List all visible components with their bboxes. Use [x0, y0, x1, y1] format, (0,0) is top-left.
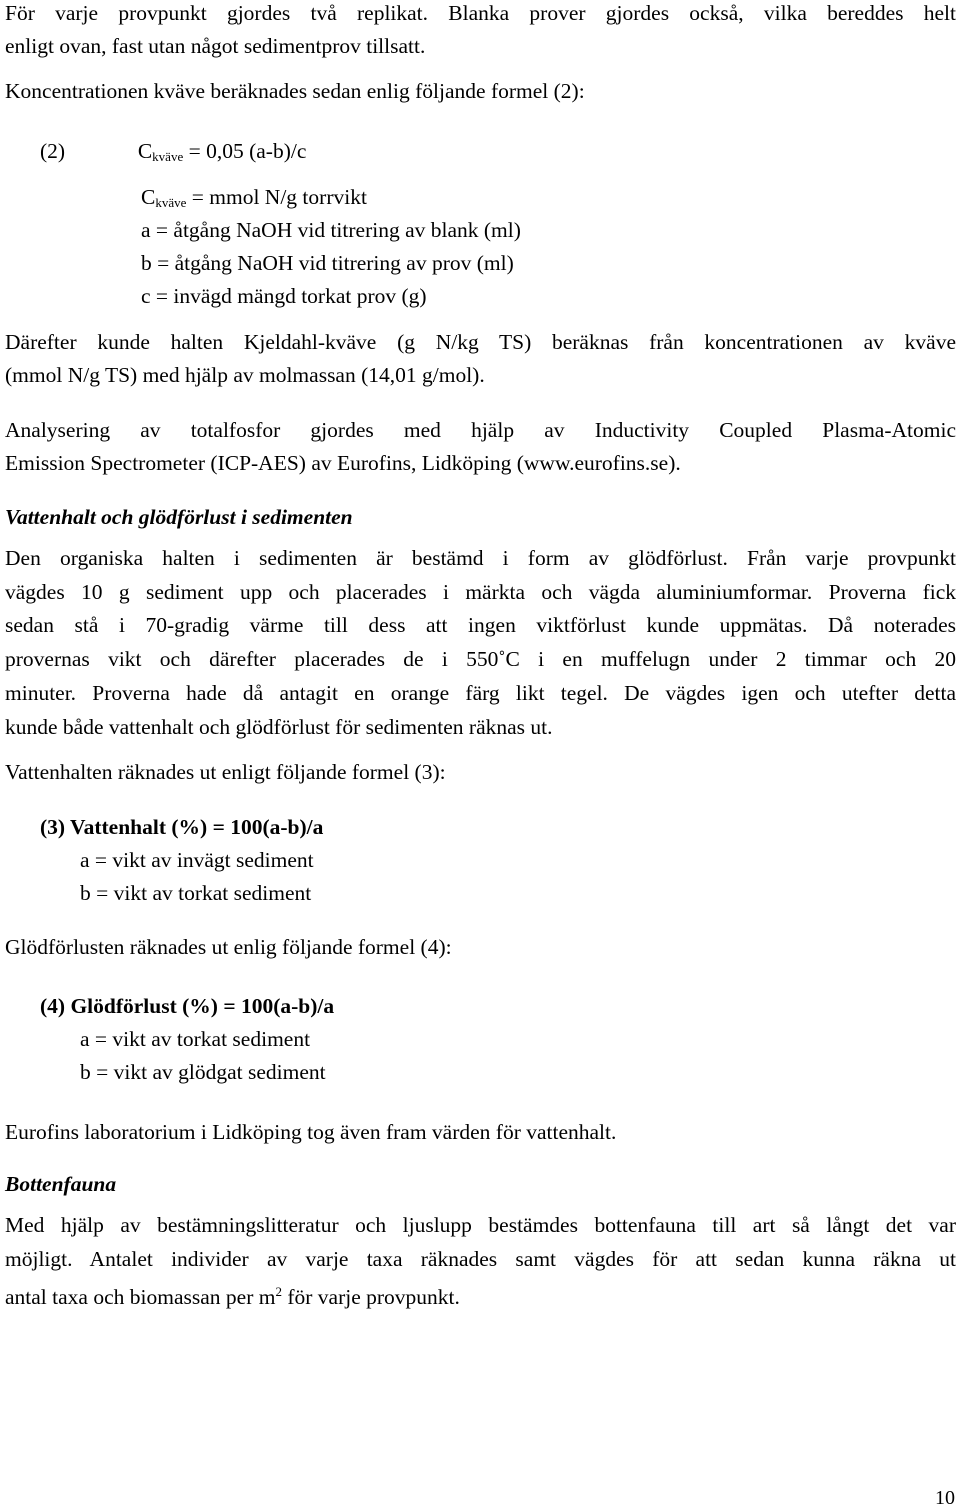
- kvave-definition-b: b = åtgång NaOH vid titrering av prov (ml): [141, 251, 514, 275]
- formula-4-definition-a: a = vikt av torkat sediment: [80, 1027, 311, 1051]
- kjeldahl-line-1: Därefter kunde halten Kjeldahl-kväve (g N/kg TS) beräknas från koncentrationen av kväve: [5, 330, 956, 354]
- formula-4-definition-b: b = vikt av glödgat sediment: [80, 1060, 326, 1084]
- vatten-paragraph-line: vägdes 10 g sediment upp och placerades i märkta och vägda aluminiumformar. Proverna fick: [5, 580, 956, 604]
- kjeldahl-line-2: (mmol N/g TS) med hjälp av molmassan (14,01 g/mol).: [5, 363, 485, 387]
- formula-subscript: kväve: [152, 149, 184, 164]
- superscript-2: 2: [275, 1284, 282, 1299]
- formula-3: (3) Vattenhalt (%) = 100(a-b)/a: [40, 815, 324, 839]
- section-heading-vattenhalt: Vattenhalt och glödförlust i sedimenten: [5, 505, 353, 529]
- formula-4-intro: Glödförlusten räknades ut enlig följande formel (4):: [5, 935, 452, 959]
- formula-3-definition-b: b = vikt av torkat sediment: [80, 881, 312, 905]
- formula-3-definition-a: a = vikt av invägt sediment: [80, 848, 314, 872]
- vatten-paragraph-line: sedan stå i 70-gradig värme till dess att ingen viktförlust kunde uppmätas. Då noterades: [5, 613, 956, 637]
- kvave-definition-c-weight: c = invägd mängd torkat prov (g): [141, 284, 427, 308]
- formula-number: (2): [40, 139, 66, 163]
- bottenfauna-line-3: antal taxa och biomassan per $m^2$ för varje provpunkt.: [5, 1284, 460, 1309]
- vatten-paragraph-line: minuter. Proverna hade då antagit en orange färg likt tegel. De vägdes igen och utefter detta: [5, 681, 956, 705]
- formula-4: (4) Glödförlust (%) = 100(a-b)/a: [40, 994, 335, 1018]
- formula-expression: = 0,05 (a-b)/c: [183, 139, 307, 163]
- page-number: 10: [935, 1487, 955, 1509]
- formula-c: C: [137, 139, 153, 163]
- kvave-formula: [40, 139, 960, 169]
- kvave-definition-c: $C_{kväve}$ = mmol N/g torrvikt: [141, 185, 367, 210]
- intro-line-1: För varje provpunkt gjordes två replikat. Blanka prover gjordes också, vilka bereddes helt: [5, 1, 956, 25]
- intro-line-2: enligt ovan, fast utan något sedimentprov tillsatt.: [5, 34, 426, 58]
- kvave-definition-a: a = åtgång NaOH vid titrering av blank (ml): [141, 218, 521, 242]
- kvave-formula-intro: Koncentrationen kväve beräknades sedan enlig följande formel (2):: [5, 79, 585, 103]
- fosfor-line-1: Analysering av totalfosfor gjordes med hjälp av Inductivity Coupled Plasma-Atomic: [5, 418, 956, 442]
- formula-3-intro: Vattenhalten räknades ut enligt följande formel (3):: [5, 760, 446, 784]
- eurofins-note: Eurofins laboratorium i Lidköping tog även fram värden för vattenhalt.: [5, 1120, 617, 1144]
- section-heading-bottenfauna: Bottenfauna: [5, 1172, 117, 1196]
- vatten-paragraph-line: provernas vikt och därefter placerades de i 550˚C i en muffelugn under 2 timmar och 20: [5, 647, 956, 671]
- bottenfauna-line-1: Med hjälp av bestämningslitteratur och ljuslupp bestämdes bottenfauna till art så långt det var: [5, 1213, 956, 1237]
- bottenfauna-line-2: möjligt. Antalet individer av varje taxa räknades samt vägdes för att sedan kunna räkna ut: [5, 1247, 956, 1271]
- fosfor-line-2: Emission Spectrometer (ICP-AES) av Eurofins, Lidköping (www.eurofins.se).: [5, 451, 681, 475]
- vatten-paragraph-line: Den organiska halten i sedimenten är bestämd i form av glödförlust. Från varje provpunkt: [5, 546, 956, 570]
- vatten-paragraph-line: kunde både vattenhalt och glödförlust för sedimenten räknas ut.: [5, 715, 553, 739]
